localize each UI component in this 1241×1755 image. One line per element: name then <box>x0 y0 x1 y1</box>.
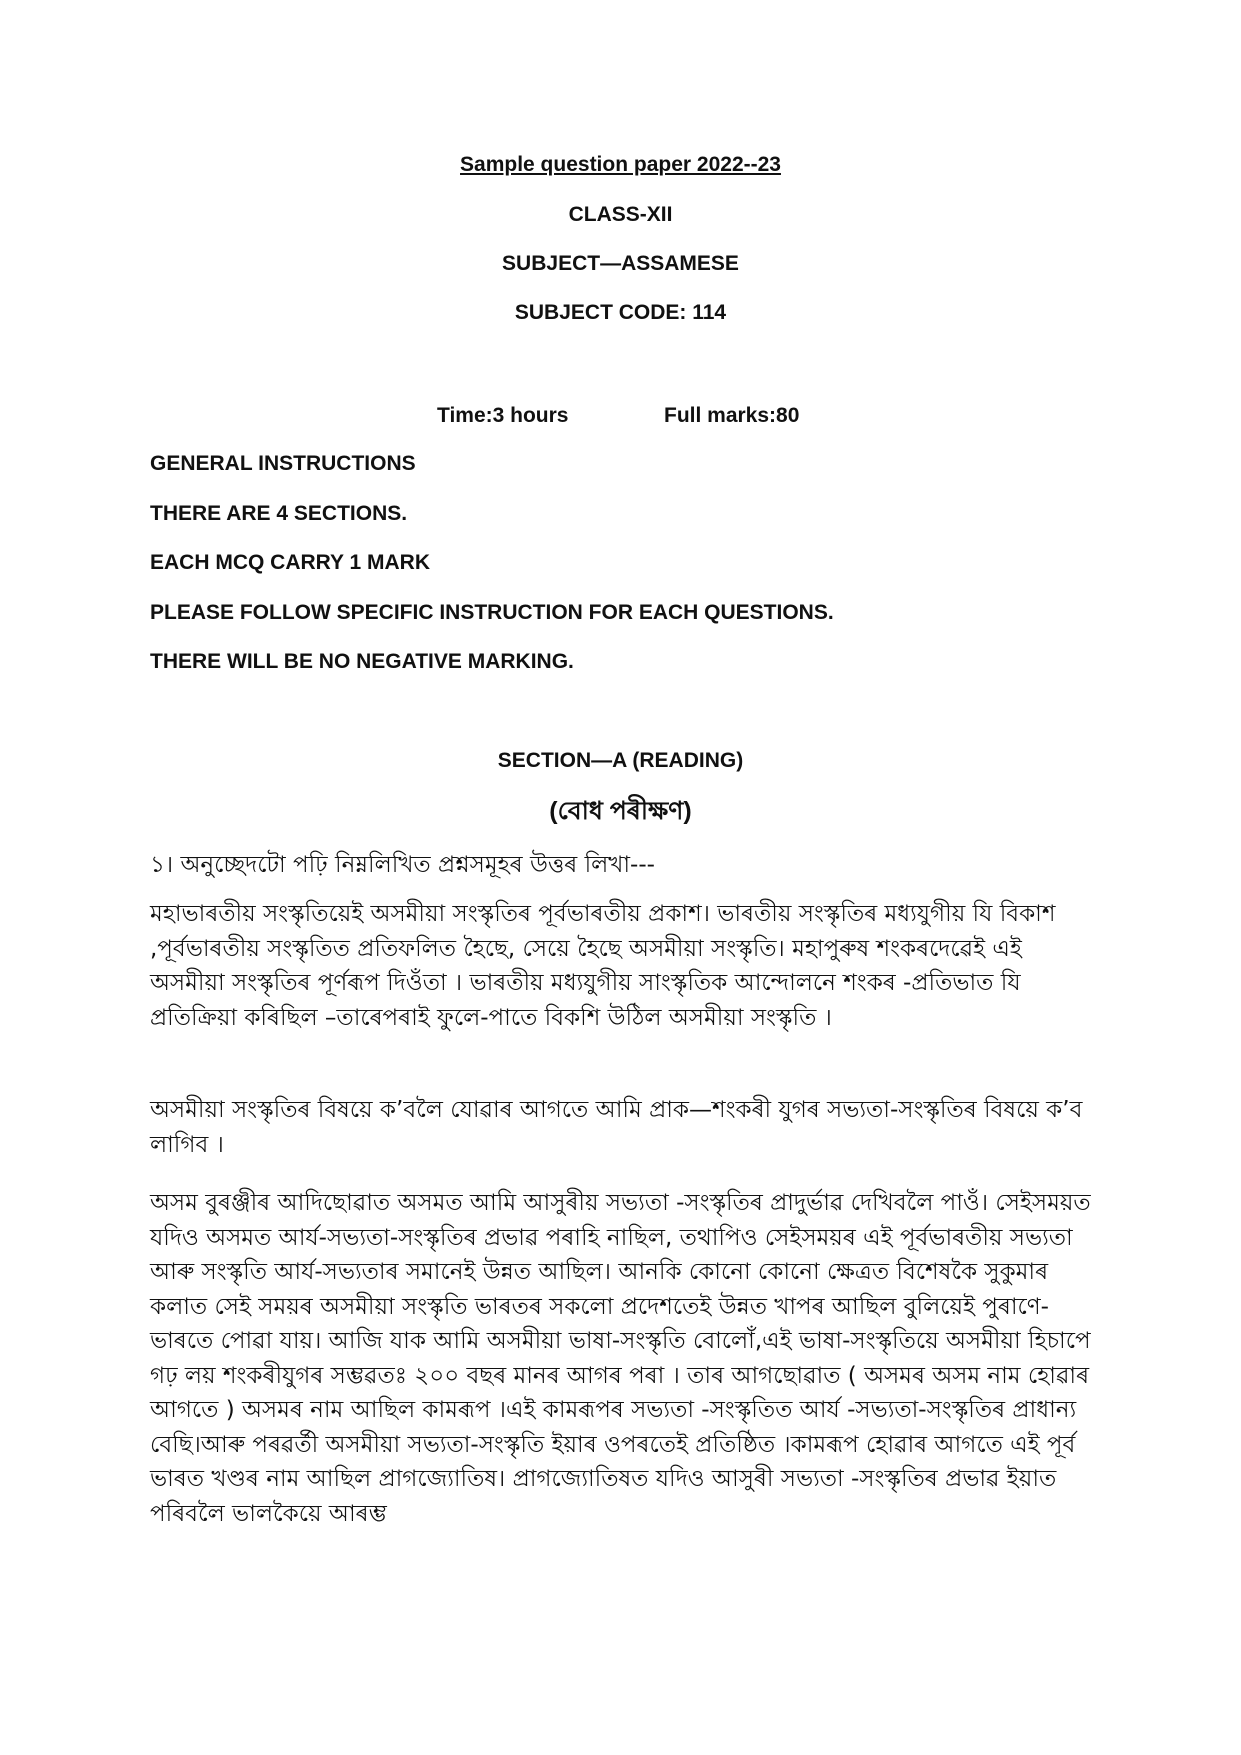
passage-paragraph-3: অসম বুৰঞ্জীৰ আদিছোৱাত অসমত আমি আসুৰীয় সভ্যতা -সংস্কৃতিৰ প্ৰাদুৰ্ভাৱ দেখিবলৈ পাওঁ। সেইসময়ত যদিও অসমত আৰ্য-সভ্যতা-সংস্কৃতিৰ প্ৰভাৱ পৰাহি নাছিল, তথাপিও সেইসময়ৰ এই পূৰ্বভাৰতীয় সভ্যতা আৰু সংস্কৃতি আৰ্য-সভ্যতাৰ সমানেই উন্নত আছিল। আনকি কোনো কোনো ক্ষেত্ৰত বিশেষকৈ সুকুমাৰ কলাত সেই সময়ৰ অসমীয়া সংস্কৃতি ভাৰতৰ সকলো প্ৰদেশতেই উন্নত খাপৰ আছিল বুলিয়েই পুৰাণে-ভাৰতে পোৱা যায়। আজি যাক আমি অসমীয়া ভাষা-সংস্কৃতি বোলোঁ,এই ভাষা-সংস্কৃতিয়ে অসমীয়া হিচাপে গঢ় লয় শংকৰীযুগৰ সম্ভৱতঃ ২০০ বছৰ মানৰ আগৰ পৰা । তাৰ আগছোৱাত ( অসমৰ অসম নাম হোৱাৰ আগতে ) অসমৰ নাম আছিল কামৰূপ ।এই কামৰূপৰ সভ্যতা -সংস্কৃতিত আৰ্য -সভ্যতা-সংস্কৃতিৰ প্ৰাধান্য বেছি।আৰু পৰৱৰ্তী অসমীয়া সভ্যতা-সংস্কৃতি ইয়াৰ ওপৰতেই প্ৰতিষ্ঠিত ।কামৰূপ হোৱাৰ আগতে এই পূৰ্ব ভাৰত খণ্ডৰ নাম আছিল প্ৰাগজ্যোতিষ। প্ৰাগজ্যোতিষত যদিও আসুৰী সভ্যতা -সংস্কৃতিৰ প্ৰভাৱ ইয়াত পৰিবলৈ ভালকৈয়ে আৰম্ভ <box>150 1190 1091 1527</box>
section-a-subtitle: (বোধ পৰীক্ষণ) <box>549 797 692 825</box>
paper-title: Sample question paper 2022--23 <box>460 153 781 176</box>
instruction-item: EACH MCQ CARRY 1 MARK <box>150 551 431 574</box>
instruction-item: THERE WILL BE NO NEGATIVE MARKING. <box>150 650 574 673</box>
class-label: CLASS-XII <box>568 203 673 226</box>
passage-paragraph-1: মহাভাৰতীয় সংস্কৃতিয়েই অসমীয়া সংস্কৃতিৰ পূৰ্বভাৰতীয় প্ৰকাশ। ভাৰতীয় সংস্কৃতিৰ মধ্যযুগীয় যি বিকাশ ,পূৰ্বভাৰতীয় সংস্কৃতিত প্ৰতিফলিত হৈছে, সেয়ে হৈছে অসমীয়া সংস্কৃতি। মহাপুৰুষ শংকৰদেৱেই এই অসমীয়া সংস্কৃতিৰ পূৰ্ণৰূপ দিওঁতা । ভাৰতীয় মধ্যযুগীয় সাংস্কৃতিক আন্দোলনে শংকৰ -প্ৰতিভাত যি প্ৰতিক্ৰিয়া কৰিছিল –তাৰেপৰাই ফুলে-পাতে বিকশি উঠিল অসমীয়া সংস্কৃতি । <box>150 901 1056 1031</box>
instruction-item: THERE ARE 4 SECTIONS. <box>150 502 408 525</box>
general-instructions-heading: GENERAL INSTRUCTIONS <box>150 452 416 475</box>
passage-paragraph-2: অসমীয়া সংস্কৃতিৰ বিষয়ে ক’বলৈ যোৱাৰ আগতে আমি প্ৰাক—শংকৰী যুগৰ সভ্যতা-সংস্কৃতিৰ বিষয়ে ক’ব লাগিব । <box>150 1097 1083 1158</box>
time-label: Time:3 hours <box>437 404 569 427</box>
full-marks-label: Full marks:80 <box>664 404 800 427</box>
instruction-item: PLEASE FOLLOW SPECIFIC INSTRUCTION FOR EACH QUESTIONS. <box>150 601 834 624</box>
section-a-title: SECTION—A (READING) <box>497 749 744 772</box>
question-1-prompt: ১। অনুচ্ছেদটো পঢ়ি নিম্নলিখিত প্ৰশ্নসমূহৰ উত্তৰ লিখা--- <box>150 852 655 878</box>
subject-code-label: SUBJECT CODE: 114 <box>514 301 727 324</box>
subject-label: SUBJECT—ASSAMESE <box>502 252 739 275</box>
